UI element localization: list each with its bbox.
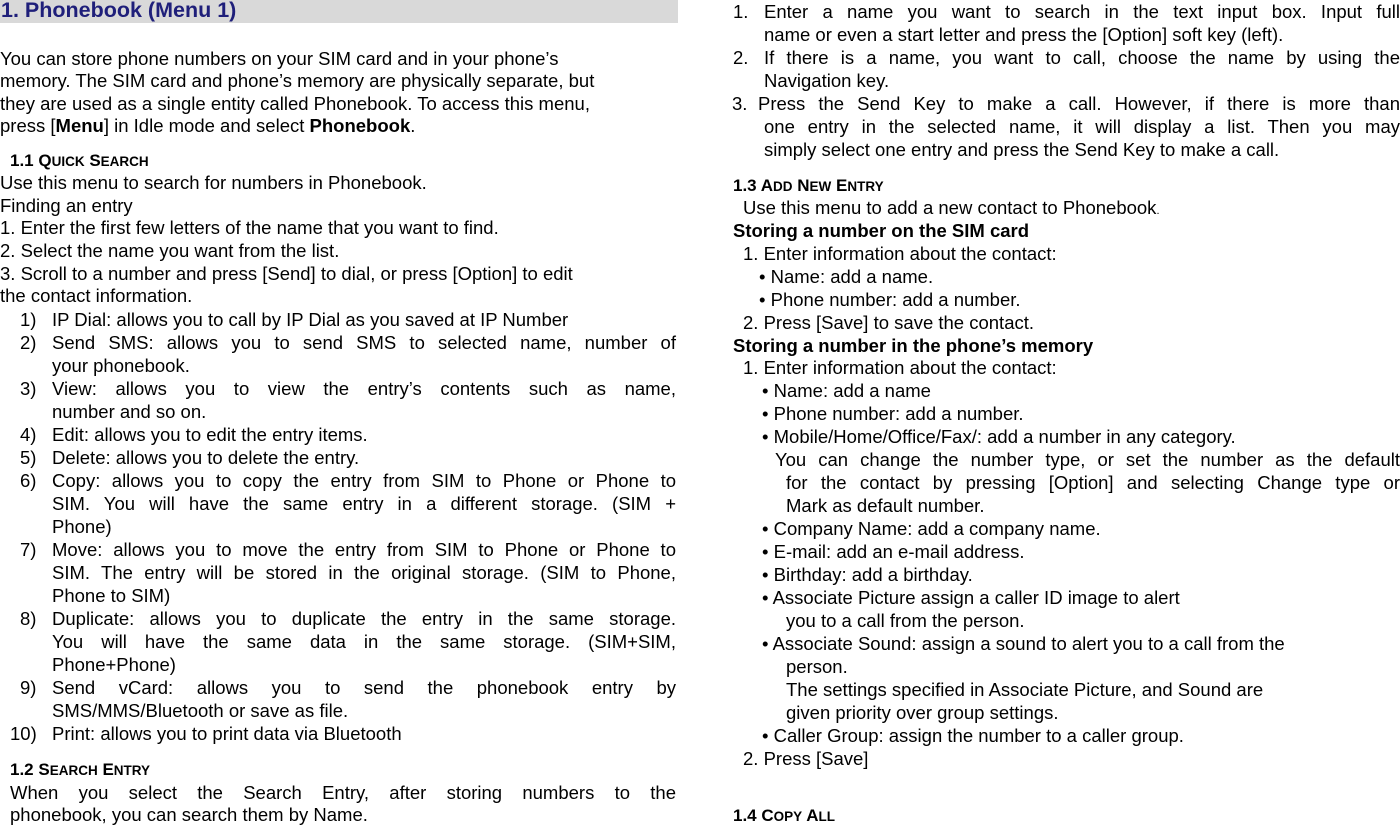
- intro-text: .: [1156, 205, 1160, 217]
- list-item: simply select one entry and press the Send Key to make a call.: [764, 139, 1280, 160]
- list-item: SIM. The entry will be stored in the original storage. (SIM to Phone,: [52, 562, 676, 583]
- heading-part: A: [802, 806, 819, 825]
- list-item: Phone to SIM): [52, 585, 171, 606]
- list-item: If there is a name, you want to call, choose the name by using the: [764, 47, 1400, 68]
- heading-part: DD: [773, 179, 793, 194]
- body-line: 3. Scroll to a number and press [Send] to dial, or press [Option] to edit: [0, 263, 573, 284]
- bullet-line: • Caller Group: assign the number to a caller group.: [762, 725, 1184, 746]
- body-line: 2. Select the name you want from the list.: [0, 240, 340, 261]
- body-line: you to a call from the person.: [786, 610, 1025, 631]
- list-number: 4): [20, 424, 37, 445]
- list-item: Edit: allows you to edit the entry items.: [52, 424, 368, 445]
- bullet-line: • Phone number: add a number.: [762, 403, 1024, 424]
- list-item: SMS/MMS/Bluetooth or save as file.: [52, 700, 349, 721]
- body-line: 1. Enter information about the contact:: [743, 357, 1057, 378]
- list-item: Send vCard: allows you to send the phonebook entry by: [52, 677, 676, 698]
- intro-text: .: [410, 115, 416, 136]
- list-item: IP Dial: allows you to call by IP Dial as you saved at IP Number: [52, 309, 569, 330]
- list-item: Copy: allows you to copy the entry from SIM to Phone or Phone to: [52, 470, 676, 491]
- phonebook-label: Phonebook: [309, 115, 411, 136]
- list-number: 9): [20, 677, 37, 698]
- list-number: 1): [20, 309, 37, 330]
- heading-part: 1.3 A: [733, 176, 774, 195]
- heading-part: LL: [818, 809, 836, 824]
- heading-part: NTRY: [113, 763, 151, 778]
- list-number: 2): [20, 332, 37, 353]
- list-item: Move: allows you to move the entry from SIM to Phone or Phone to: [52, 539, 676, 560]
- intro-line: memory. The SIM card and phone’s memory are physically separate, but: [0, 70, 595, 91]
- list-item: name or even a start letter and press the [Option] soft key (left).: [764, 24, 1284, 45]
- body-line: 2. Press [Save] to save the contact.: [743, 312, 1035, 333]
- bullet-line: • Mobile/Home/Office/Fax/: add a number in any category.: [762, 426, 1236, 447]
- heading-part: NTRY: [847, 179, 884, 194]
- heading-part: UICK: [51, 154, 85, 169]
- list-item: SIM. You will have the same entry in a different storage. (SIM +: [52, 493, 676, 514]
- body-line: for the contact by pressing [Option] and selecting Change type or: [786, 472, 1400, 493]
- list-item: Navigation key.: [764, 70, 890, 91]
- heading-part: EW: [809, 179, 832, 194]
- body-line: given priority over group settings.: [786, 702, 1059, 723]
- list-number: 3.: [732, 93, 748, 114]
- intro-text: press [: [0, 115, 56, 136]
- list-item: Enter a name you want to search in the text input box. Input full: [764, 1, 1400, 22]
- bullet-line: • Phone number: add a number.: [759, 289, 1021, 310]
- intro-line: You can store phone numbers on your SIM card and in your phone’s: [0, 48, 559, 69]
- list-item: View: allows you to view the entry’s contents such as name,: [52, 378, 676, 399]
- body-line: 1. Enter the first few letters of the name that you want to find.: [0, 217, 499, 238]
- bullet-line: • Birthday: add a birthday.: [762, 564, 973, 585]
- body-line: The settings specified in Associate Picture, and Sound are: [786, 679, 1264, 700]
- list-item: You will have the same data in the same storage. (SIM+SIM,: [52, 631, 676, 652]
- section-heading-quick-search: [10, 150, 149, 173]
- heading-part: 1.4 C: [733, 806, 774, 825]
- list-item: Send SMS: allows you to send SMS to selected name, number of: [52, 332, 676, 353]
- list-number: 8): [20, 608, 37, 629]
- list-number: 5): [20, 447, 37, 468]
- subheading-memory: Storing a number in the phone’s memory: [733, 335, 1094, 356]
- list-item: Phone+Phone): [52, 654, 176, 675]
- intro-text: Use this menu to add a new contact to Phonebook: [743, 197, 1157, 218]
- body-line: phonebook, you can search them by Name.: [10, 804, 368, 825]
- heading-part: EARCH: [49, 763, 98, 778]
- list-number: 7): [20, 539, 37, 560]
- section-heading-add-new-entry: [733, 175, 884, 198]
- list-item: Duplicate: allows you to duplicate the entry in the same storage.: [52, 608, 676, 629]
- heading-part: N: [792, 176, 810, 195]
- heading-part: E: [831, 176, 848, 195]
- menu-key-label: Menu: [55, 115, 104, 136]
- list-number: 6): [20, 470, 37, 491]
- list-number: 10): [10, 723, 37, 744]
- bullet-line: • E-mail: add an e-mail address.: [762, 541, 1025, 562]
- heading-part: E: [97, 760, 114, 779]
- body-line: Use this menu to search for numbers in Phonebook.: [0, 172, 427, 193]
- bullet-line: • Company Name: add a company name.: [762, 518, 1101, 539]
- list-item: your phonebook.: [52, 355, 190, 376]
- list-item: Delete: allows you to delete the entry.: [52, 447, 360, 468]
- bullet-line: • Associate Picture assign a caller ID image to alert: [762, 587, 1180, 608]
- bullet-line: • Associate Sound: assign a sound to alert you to a call from the: [762, 633, 1285, 654]
- list-number: 1.: [733, 1, 749, 22]
- body-line: When you select the Search Entry, after storing numbers to the: [10, 782, 676, 803]
- body-line: [743, 197, 1160, 223]
- section-heading-copy-all: [733, 805, 835, 828]
- list-item: number and so on.: [52, 401, 207, 422]
- list-item: Print: allows you to print data via Bluetooth: [52, 723, 402, 744]
- intro-line-last: [0, 115, 415, 138]
- heading-part: 1.1 Q: [10, 151, 52, 170]
- heading-part: EARCH: [100, 154, 149, 169]
- heading-part: OPY: [773, 809, 803, 824]
- body-line: the contact information.: [0, 285, 193, 306]
- body-line: 2. Press [Save]: [743, 748, 869, 769]
- bullet-line: • Name: add a name: [762, 380, 931, 401]
- list-item: Press the Send Key to make a call. However, if there is more than: [758, 93, 1400, 114]
- heading-part: S: [84, 151, 101, 170]
- section-heading-search-entry: [10, 759, 150, 782]
- section-header-bar: [0, 0, 678, 23]
- subheading-sim: Storing a number on the SIM card: [733, 220, 1030, 241]
- body-line: person.: [786, 656, 848, 677]
- body-line: You can change the number type, or set the number as the default: [775, 449, 1400, 470]
- intro-line: they are used as a single entity called Phonebook. To access this menu,: [0, 93, 590, 114]
- body-line: Finding an entry: [0, 195, 133, 216]
- list-number: 2.: [733, 47, 749, 68]
- page-title: 1. Phonebook (Menu 1): [1, 0, 237, 22]
- intro-text: ] in Idle mode and select: [103, 115, 310, 136]
- bullet-line: • Name: add a name.: [759, 266, 934, 287]
- body-line: 1. Enter information about the contact:: [743, 243, 1057, 264]
- list-item: one entry in the selected name, it will display a list. Then you may: [764, 116, 1400, 137]
- heading-part: 1.2 S: [10, 760, 50, 779]
- list-number: 3): [20, 378, 37, 399]
- list-item: Phone): [52, 516, 112, 537]
- body-line: Mark as default number.: [786, 495, 985, 516]
